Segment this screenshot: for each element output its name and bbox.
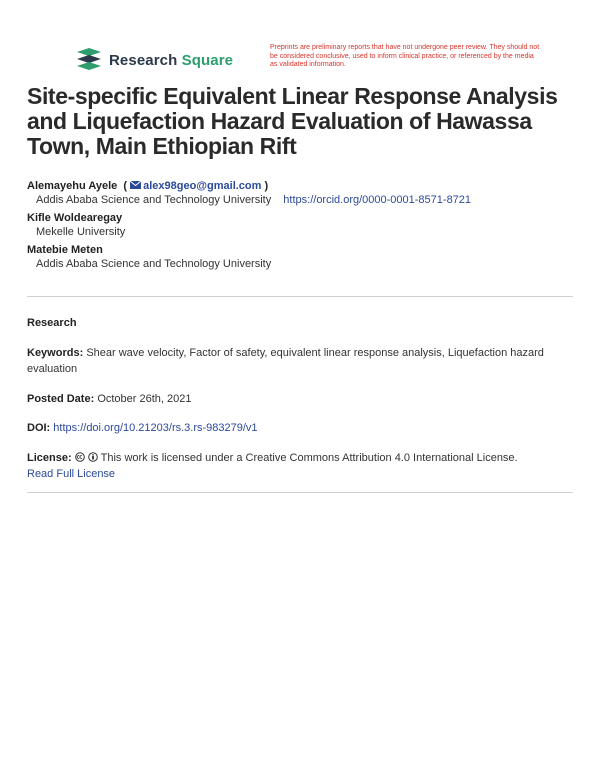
keywords-text: Shear wave velocity, Factor of safety, equivalent linear response analysis, Liquefaction hazard evaluation xyxy=(27,347,544,375)
author-list xyxy=(27,179,577,275)
divider-bottom xyxy=(27,492,573,493)
doi-label: DOI: xyxy=(27,422,51,434)
author-3-name: Matebie Meten xyxy=(27,244,103,256)
author-1-affiliation-line xyxy=(36,193,577,207)
keywords-section xyxy=(27,345,577,377)
divider-top xyxy=(27,296,573,297)
logo-word-research: Research xyxy=(109,51,178,69)
keywords-label: Keywords: xyxy=(27,347,84,359)
author-2-name: Kifle Woldearegay xyxy=(27,212,123,224)
doi-section xyxy=(27,420,577,436)
license-label: License: xyxy=(27,452,72,464)
attribution-icon xyxy=(88,452,98,462)
author-1-name: Alemayehu Ayele xyxy=(27,180,118,192)
license-text: This work is licensed under a Creative Commons Attribution 4.0 International License. xyxy=(100,452,518,464)
research-square-logo-icon xyxy=(75,47,103,73)
author-3-affiliation: Addis Ababa Science and Technology University xyxy=(36,258,272,270)
read-full-license-link[interactable]: Read Full License xyxy=(27,468,116,480)
mail-icon xyxy=(130,181,141,189)
posted-date-label: Posted Date: xyxy=(27,393,95,405)
article-type: Research xyxy=(27,317,77,329)
author-1 xyxy=(27,179,577,193)
paren-open: ( xyxy=(123,180,128,192)
paper-title: Site-specific Equivalent Linear Response Analysis and Liquefaction Hazard Evaluation of Hawassa Town, Main Ethiopian Rift xyxy=(27,83,558,159)
posted-date-value: October 26th, 2021 xyxy=(97,393,192,405)
author-1-affiliation: Addis Ababa Science and Technology University xyxy=(36,194,272,206)
author-2-affiliation: Mekelle University xyxy=(36,226,126,238)
preprint-disclaimer: Preprints are preliminary reports that have not undergone peer review. They should not be considered conclusive, used to inform clinical practice, or referenced by the media as validated information. xyxy=(270,44,540,68)
paren-close: ) xyxy=(264,180,269,192)
creative-commons-icon xyxy=(75,452,85,462)
research-square-logo[interactable] xyxy=(75,47,233,73)
license-section xyxy=(27,450,577,482)
doi-link[interactable]: https://doi.org/10.21203/rs.3.rs-983279/v1 xyxy=(53,422,258,434)
posted-date-section xyxy=(27,391,577,407)
author-1-email-link[interactable]: alex98geo@gmail.com xyxy=(143,180,262,192)
logo-word-square: Square xyxy=(181,51,234,69)
author-1-orcid-link[interactable]: https://orcid.org/0000-0001-8571-8721 xyxy=(283,194,472,206)
logo-text xyxy=(109,52,233,69)
